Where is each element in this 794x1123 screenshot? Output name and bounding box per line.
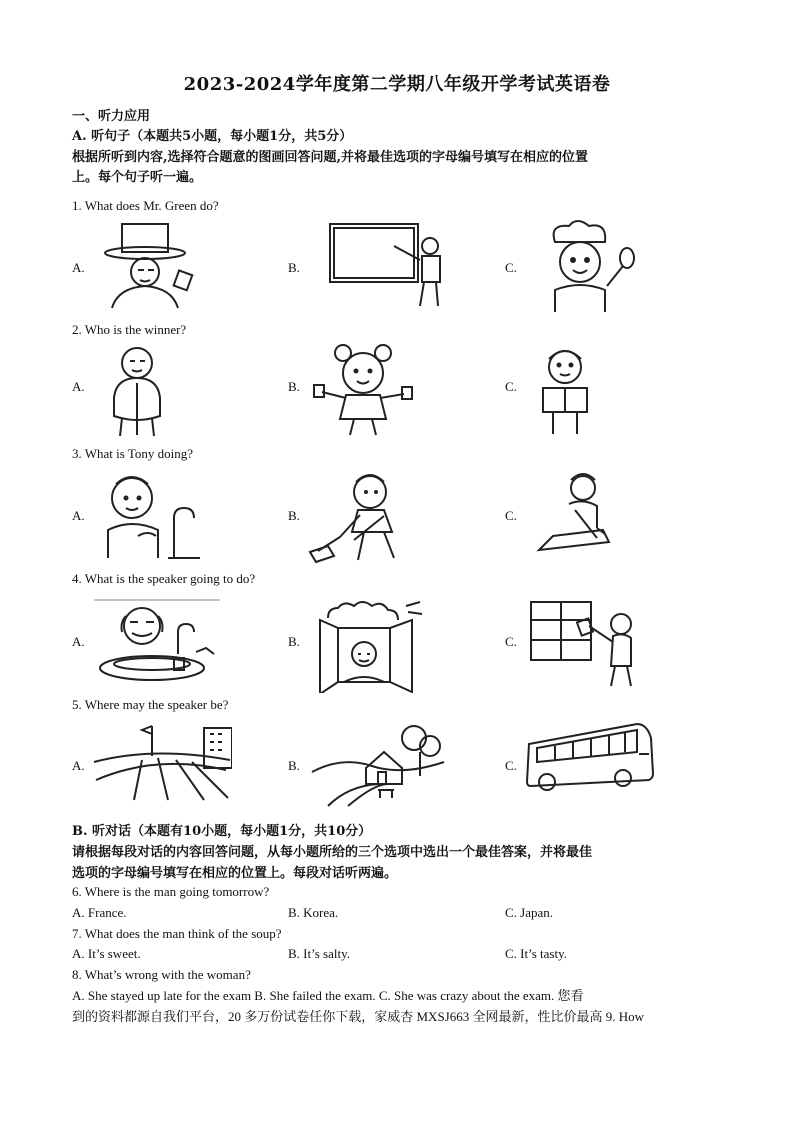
bus-icon [525,722,655,797]
question-7: 7. What does the man think of the soup? [72,926,282,941]
q7-option-a[interactable]: A. It’s sweet. [72,946,141,961]
q3-option-b[interactable]: B. [288,508,300,523]
cook-icon [525,220,645,315]
boy-icon [525,343,605,438]
part-a-heading: A. 听句子（本题共5小题，每小题1分，共5分） [72,129,353,144]
question-4: 4. What is the speaker going to do? [72,571,256,586]
teacher-icon [308,220,458,310]
girl-icon [308,343,418,438]
washing-hands-icon [92,470,202,560]
question-8: 8. What’s wrong with the woman? [72,967,251,982]
writing-icon [525,470,635,560]
q5-option-b[interactable]: B. [288,758,300,773]
magician-icon [92,220,202,310]
countryside-icon [308,722,448,807]
question-3: 3. What is Tony doing? [72,446,194,461]
section-heading-listening: 一、听力应用 [72,109,151,124]
watermark-text: 到的资料都源自我们平台，20 多万份试卷任你下载，家威杏 MXSJ663 全网最新，性比价最高 9. How [72,1009,645,1024]
part-b-instruction-cont: 选项的字母编号填写在相应的位置上。每段对话听两遍。 [72,866,398,881]
sweeping-icon [308,470,428,565]
q2-option-b[interactable]: B. [288,379,300,394]
open-window-icon [308,598,428,693]
part-b-heading: B. 听对话（本题有10小题，每小题1分，共10分） [72,824,372,839]
playground-icon [92,722,232,802]
q2-option-c[interactable]: C. [505,379,517,394]
q4-option-a[interactable]: A. [72,634,85,649]
cleaning-window-icon [525,598,645,688]
part-b-instruction: 请根据每段对话的内容回答问题，从每小题所给的三个选项中选出一个最佳答案，并将最佳 [72,845,593,860]
old-man-icon [92,343,182,438]
question-1: 1. What does Mr. Green do? [72,198,219,213]
question-5: 5. Where may the speaker be? [72,697,229,712]
q8-options: A. She stayed up late for the exam B. She failed the exam. C. She was crazy about the exam. 您看 [72,988,584,1003]
q4-option-c[interactable]: C. [505,634,517,649]
q4-option-b[interactable]: B. [288,634,300,649]
q7-option-b[interactable]: B. It’s salty. [288,946,350,961]
q5-option-c[interactable]: C. [505,758,517,773]
q6-option-b[interactable]: B. Korea. [288,905,339,920]
q6-option-a[interactable]: A. France. [72,905,127,920]
q1-option-b[interactable]: B. [288,260,300,275]
q1-option-a[interactable]: A. [72,260,85,275]
q1-option-c[interactable]: C. [505,260,517,275]
part-a-instruction-cont: 上。每个句子听一遍。 [72,170,203,185]
page-title: 2023-2024学年度第二学期八年级开学考试英语卷 [183,74,611,95]
brushing-teeth-icon [92,598,222,688]
q5-option-a[interactable]: A. [72,758,85,773]
q7-option-c[interactable]: C. It’s tasty. [505,946,567,961]
question-2: 2. Who is the winner? [72,322,187,337]
q6-option-c[interactable]: C. Japan. [505,905,554,920]
q3-option-c[interactable]: C. [505,508,517,523]
q3-option-a[interactable]: A. [72,508,85,523]
q2-option-a[interactable]: A. [72,379,85,394]
question-6: 6. Where is the man going tomorrow? [72,884,270,899]
part-a-instruction: 根据所听到内容,选择符合题意的图画回答问题,并将最佳选项的字母编号填写在相应的位置 [72,150,589,165]
